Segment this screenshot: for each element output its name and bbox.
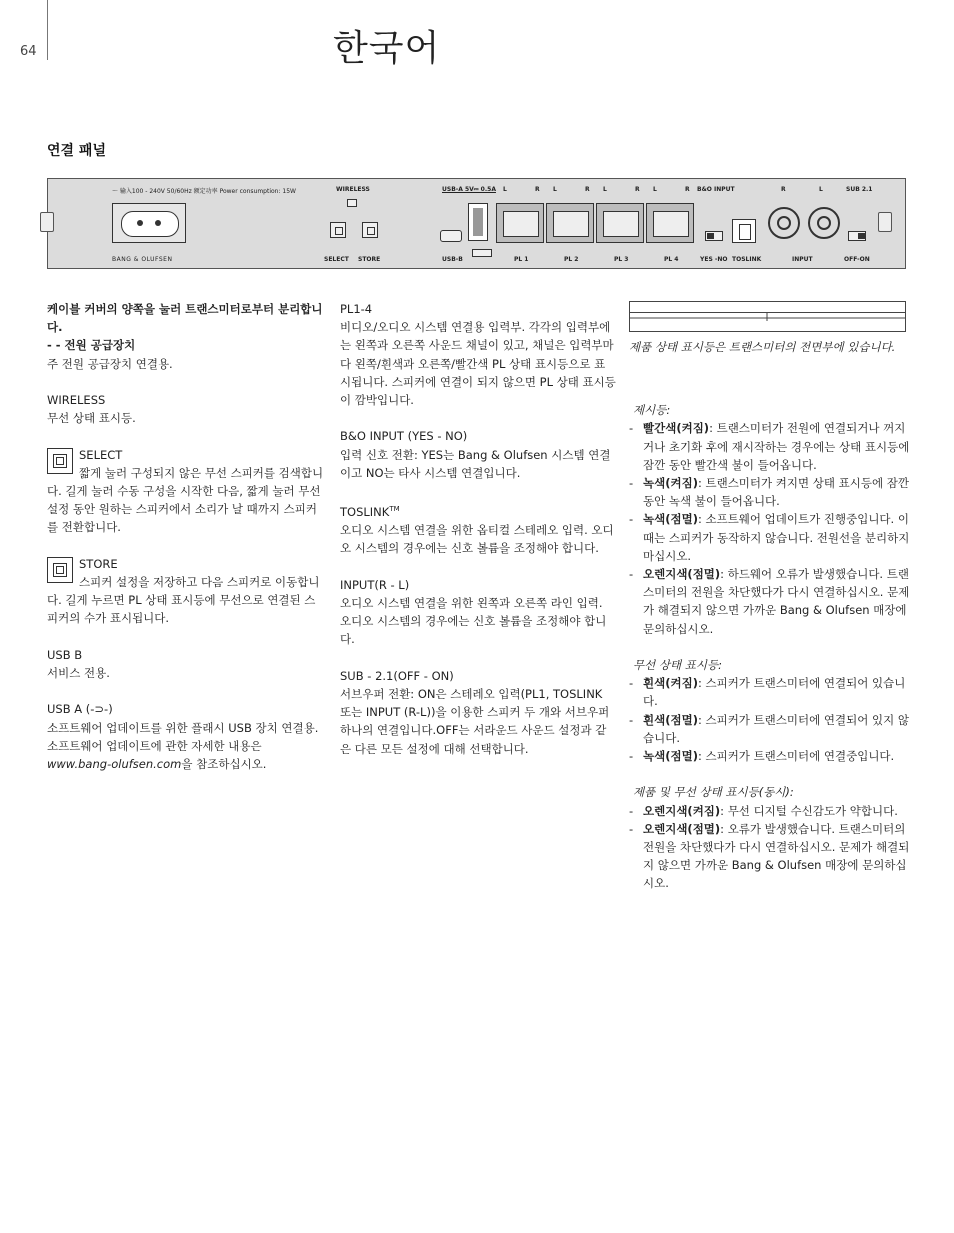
wireless-title: WIRELESS [47, 393, 106, 407]
panel-label-pl4: PL 4 [664, 256, 679, 263]
pl1-port-icon [496, 203, 544, 243]
list-item-term: 오렌지색(점멸) [643, 567, 721, 582]
wireless-indicator-icon [347, 199, 357, 207]
usb-indicator-icon [472, 249, 492, 257]
usb-b-port-icon [440, 230, 462, 242]
bullet-dash: - [629, 512, 634, 527]
language-title: 한국어 [333, 28, 441, 69]
pl-desc: 비디오/오디오 시스템 연결용 입력부. 각각의 입력부에는 왼쪽과 오른쪽 사운드 채널이 있고, 채널은 입력부마다 왼쪽/흰색과 오른쪽/빨간색 PL 상태 표시등으로 표시됩니다. 스피커에 연결이 되지 않으면 PL 상태 표시등이 깜박입니다. [340, 320, 616, 408]
pl2-port-icon [546, 203, 594, 243]
select-title: SELECT [79, 447, 123, 462]
page-number: 64 [20, 44, 37, 59]
toslink-block [340, 500, 616, 557]
input-title: INPUT(R - L) [340, 577, 410, 592]
panel-label-pl2-l: L [553, 186, 557, 193]
panel-label-pl3: PL 3 [614, 256, 629, 263]
panel-label-usb-a: USB-A 5V⎓ 0.5A [442, 186, 496, 193]
store-button-icon [362, 222, 378, 238]
connection-panel-illustration [47, 178, 906, 269]
off-on-switch-icon [848, 231, 866, 241]
power-title: - - 전원 공급장치 [47, 338, 136, 353]
panel-label-usb-b: USB-B [442, 256, 463, 263]
select-button-icon [330, 222, 346, 238]
front-light-caption: 제품 상태 표시등은 트랜스미터의 전면부에 있습니다. [629, 340, 896, 354]
power-socket-icon [121, 211, 179, 237]
panel-brand: BANG & OLUFSEN [112, 256, 173, 263]
panel-label-input-r: R [781, 186, 786, 193]
column-3 [629, 338, 911, 911]
usb-a-port-icon [468, 203, 488, 241]
list-item-text: : 트랜스미터가 켜지면 상태 표시등에 잠깐 동안 녹색 불이 들어옵니다. [643, 476, 909, 509]
list-item-term: 녹색(점멸) [643, 749, 698, 764]
pl4-port-icon [646, 203, 694, 243]
website-link[interactable]: www.bang-olufsen.com [47, 757, 182, 771]
wireless-light-list [629, 674, 911, 765]
list-item-term: 오렌지색(점멸) [643, 821, 721, 836]
both-light-list [629, 802, 911, 893]
usba-desc-text: 소프트웨어 업데이트를 위한 플래시 USB 장치 연결용. 소프트웨어 업데이트에 관한 자세한 내용은 [47, 720, 319, 753]
pl3-port-icon [596, 203, 644, 243]
input-l-jack-icon [808, 207, 840, 239]
bo-input-desc: 입력 신호 전환: YES는 Bang & Olufsen 시스템 연결이고 NO는 타사 시스템 연결입니다. [340, 447, 611, 480]
wireless-light-heading: 무선 상태 표시등: [633, 658, 722, 673]
list-item-term: 녹색(켜짐) [643, 476, 698, 491]
panel-label-pl1-r: R [535, 186, 540, 193]
usba-title: USB A (-⊃-) [47, 702, 113, 717]
pl-block [340, 300, 616, 409]
list-item-text: : 스피커가 트랜스미터에 연결중입니다. [697, 749, 895, 764]
panel-right-tab [878, 212, 892, 232]
usba-block [47, 700, 325, 773]
both-light-heading: 제품 및 무선 상태 표시등(동시): [633, 785, 794, 800]
list-item-text: : 무선 디지털 수신감도가 약합니다. [720, 803, 898, 818]
list-item-text: : 오류가 발생했습니다. 트랜스미터의 전원을 차단했다가 다시 연결하십시오. 문제가 해결되지 않으면 가까운 Bang & Olufsen 매장에 문의하십시오. [643, 821, 910, 891]
product-light-block [629, 401, 911, 638]
store-block [47, 555, 325, 628]
usba-desc [47, 719, 325, 774]
usba-desc-tail: 을 참조하십시오. [181, 757, 267, 771]
store-desc: 스피커 설정을 저장하고 다음 스피커로 이동합니다. 길게 누르면 PL 상태 표시등에 무선으로 연결된 스피커의 수가 표시됩니다. [47, 575, 320, 626]
list-item [629, 474, 911, 510]
select-button-icon [47, 448, 73, 474]
front-status-light-diagram [629, 301, 906, 332]
panel-label-pl2-r: R [585, 186, 590, 193]
usbb-desc: 서비스 전용. [47, 666, 110, 680]
input-r-jack-icon [768, 207, 800, 239]
margin-rule [47, 0, 48, 60]
store-title: STORE [79, 556, 118, 571]
store-button-icon [47, 557, 73, 583]
select-desc: 짧게 눌러 구성되지 않은 무선 스피커를 검색합니다. 길게 눌러 수동 구성을 시작한 다음, 짧게 눌러 무선 설정 동안 원하는 스피커에서 소리가 날 때까지 스피커를 전환합니다. [47, 465, 324, 535]
list-item [629, 747, 911, 765]
list-item-term: 빨간색(켜짐) [643, 421, 710, 436]
panel-label-pl1-l: L [503, 186, 507, 193]
list-item [629, 802, 911, 820]
list-item-term: 흰색(켜짐) [643, 676, 698, 691]
list-item [629, 419, 911, 474]
panel-left-tab [40, 212, 54, 232]
list-item-text: : 소프트웨어 업데이트가 진행중입니다. 이 때는 스피커가 동작하지 않습니다. 전원선을 분리하지 마십시오. [643, 512, 910, 563]
bullet-dash: - [629, 749, 634, 764]
sub-desc: 서브우퍼 전환: ON은 스테레오 입력(PL1, TOSLINK 또는 INPUT (R-L))을 이용한 스피커 두 개와 서브우퍼 하나의 연결입니다.OFF는 서라운드 사운드 설정과 같은 다른 모든 설정에 대해 선택합니다. [340, 687, 610, 756]
bullet-dash: - [629, 676, 634, 691]
bo-input-block [340, 427, 616, 482]
panel-label-pl3-l: L [603, 186, 607, 193]
product-light-heading: 제시등: [633, 403, 671, 418]
list-item [629, 510, 911, 565]
panel-label-toslink: TOSLINK [732, 256, 762, 263]
list-item-text: : 스피커가 트랜스미터에 연결되어 있습니다. [643, 676, 906, 709]
panel-label-wireless: WIRELESS [336, 186, 370, 193]
bullet-dash: - [629, 421, 634, 436]
list-item [629, 711, 911, 747]
panel-label-select: SELECT [324, 256, 349, 263]
wireless-light-block [629, 656, 911, 765]
panel-power-spec: 〜 输入100 - 240V 50/60Hz 额定功率 Power consumption: 15W [112, 188, 296, 195]
power-desc: 주 전원 공급장치 연결용. [47, 356, 173, 371]
section-title: 연결 패널 [47, 143, 106, 159]
usbb-block [47, 646, 325, 682]
panel-label-pl1: PL 1 [514, 256, 529, 263]
list-item-text: : 스피커가 트랜스미터에 연결되어 있지 않습니다. [643, 712, 909, 745]
both-light-block [629, 783, 911, 892]
toslink-title-line [340, 500, 616, 521]
column-1 [47, 300, 325, 791]
bullet-dash: - [629, 712, 634, 727]
product-light-list [629, 419, 911, 637]
panel-label-sub21: SUB 2.1 [846, 186, 873, 193]
list-item-text: : 하드웨어 오류가 발생했습니다. 트랜스미터의 전원을 차단했다가 다시 연결하십시오. 문제가 해결되지 않으면 가까운 Bang & Olufsen 매장에 문의하십시오. [643, 567, 910, 636]
panel-label-yes-no: YES -NO [700, 256, 728, 263]
list-item-text: : 트랜스미터가 전원에 연결되거나 꺼지거나 초기화 후에 재시작하는 경우에는 상태 표시등에 잠깐 동안 빨간색 불이 들어옵니다. [643, 421, 910, 472]
bullet-dash: - [629, 476, 634, 491]
list-item-term: 녹색(점멸) [643, 512, 698, 527]
list-item-term: 오렌지색(켜짐) [643, 803, 721, 818]
bullet-dash: - [629, 821, 634, 836]
panel-label-pl4-l: L [653, 186, 657, 193]
panel-label-input-l: L [819, 186, 823, 193]
column-2 [340, 300, 616, 776]
select-block [47, 446, 325, 537]
pl-title: PL1-4 [340, 302, 373, 316]
toslink-title: TOSLINK [340, 505, 390, 520]
panel-label-pl2: PL 2 [564, 256, 579, 263]
input-block [340, 576, 616, 649]
usbb-title: USB B [47, 647, 83, 662]
panel-label-pl4-r: R [685, 186, 690, 193]
toslink-tm: TM [389, 505, 400, 514]
list-item [629, 674, 911, 710]
sub-title: SUB - 2.1(OFF - ON) [340, 668, 454, 683]
power-block [47, 336, 325, 372]
wireless-block [47, 391, 325, 427]
power-socket-frame [112, 203, 186, 243]
toslink-port-icon [732, 219, 756, 243]
list-item-term: 흰색(점멸) [643, 712, 698, 727]
intro-text: 케이블 커버의 양쪽을 눌러 트랜스미터로부터 분리합니다. [47, 302, 323, 335]
bo-input-title: B&O INPUT (YES - NO) [340, 429, 468, 444]
toslink-desc: 오디오 시스템 연결을 위한 옵티컬 스테레오 입력. 오디오 시스템의 경우에는 신호 볼륨을 조정해야 합니다. [340, 523, 614, 556]
panel-label-off-on: OFF-ON [844, 256, 870, 263]
bullet-dash: - [629, 803, 634, 818]
input-desc: 오디오 시스템 연결을 위한 왼쪽과 오른쪽 라인 입력. 오디오 시스템의 경우에는 신호 볼륨을 조정해야 합니다. [340, 596, 607, 647]
list-item [629, 820, 911, 893]
panel-label-pl3-r: R [635, 186, 640, 193]
sub-block [340, 667, 616, 758]
panel-label-bo-input: B&O INPUT [697, 186, 735, 193]
list-item [629, 565, 911, 638]
panel-label-input: INPUT [792, 256, 813, 263]
wireless-desc: 무선 상태 표시등. [47, 411, 136, 426]
yes-no-switch-icon [705, 231, 723, 241]
panel-label-store: STORE [358, 256, 381, 263]
bullet-dash: - [629, 567, 634, 582]
